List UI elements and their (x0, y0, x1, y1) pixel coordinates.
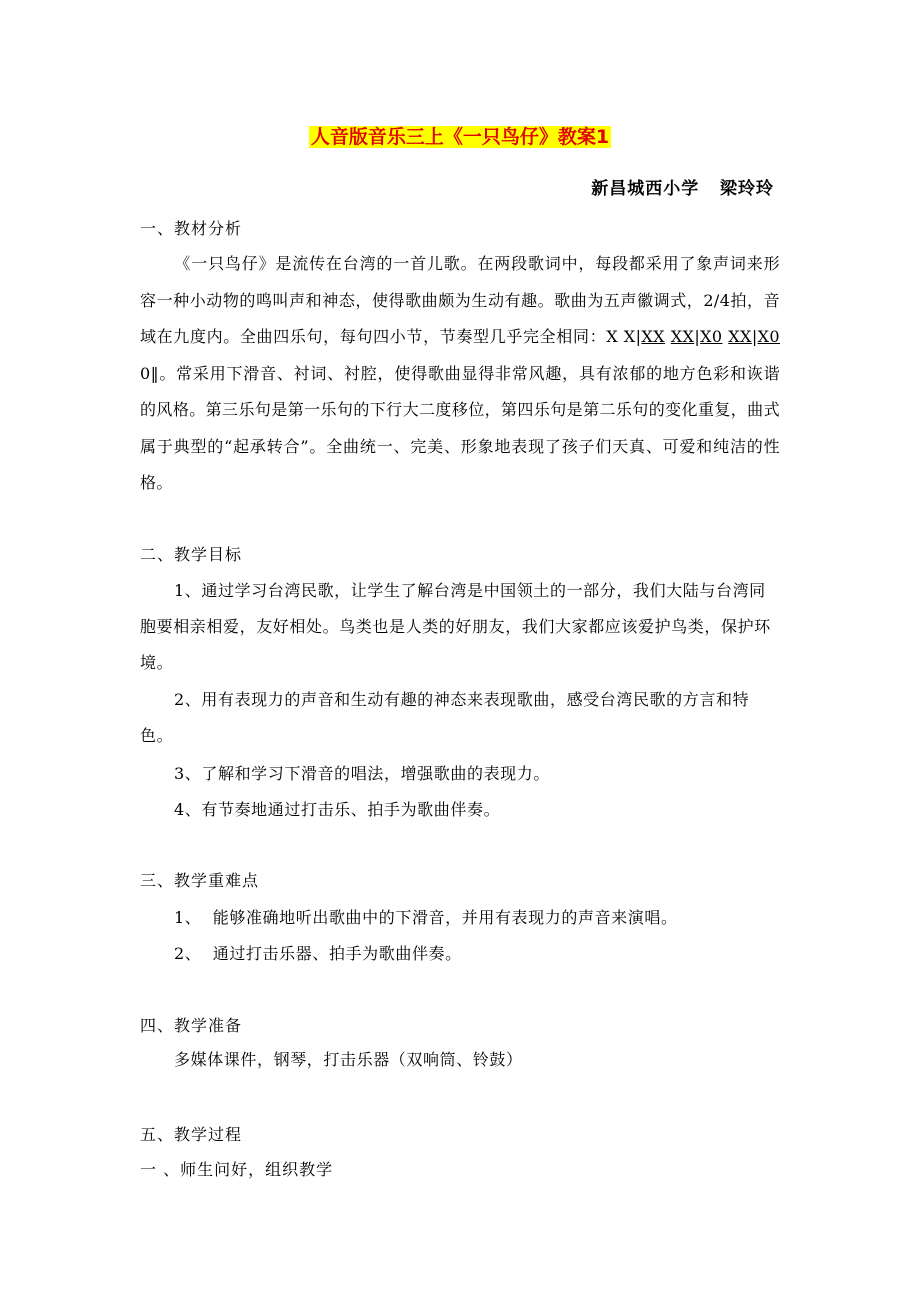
rhythm-c2: XX (728, 327, 752, 346)
rhythm-b1: XX (641, 327, 665, 346)
goal-text-2: 2、用有表现力的声音和生动有趣的神态来表现歌曲，感受台湾民歌的方言和特色。 (140, 690, 750, 745)
rhythm-bar: | (751, 327, 758, 346)
author-line: 新昌城西小学 梁玲玲 (591, 179, 774, 199)
key-point-2: 2、 通过打击乐器、拍手为歌曲伴奏。 (174, 944, 462, 963)
key-point-1: 1、 能够准确地听出歌曲中的下滑音，并用有表现力的声音来演唱。 (174, 908, 678, 927)
section-1-paragraph (140, 246, 780, 502)
goal-item-4: 4、有节奏地通过打击乐、拍手为歌曲伴奏。 (174, 800, 501, 819)
title-text: 人音版音乐三上《一只鸟仔》教案1 (310, 126, 610, 148)
goal-item-3: 3、了解和学习下滑音的唱法，增强歌曲的表现力。 (174, 764, 550, 783)
section-heading-4: 四、教学准备 (140, 1016, 243, 1035)
section-heading-3: 三、教学重难点 (140, 871, 260, 890)
goal-text-1: 1、通过学习台湾民歌，让学生了解台湾是中国领土的一部分，我们大陆与台湾同胞要相亲相爱，友好相处。鸟类也是人类的好朋友，我们大家都应该爱护鸟类，保护环境。 (140, 581, 771, 672)
rhythm-a: X X (606, 327, 636, 346)
rhythm-bar: | (694, 327, 701, 346)
rhythm-d1: X0 (757, 327, 780, 346)
document-title (0, 122, 920, 149)
section-heading-1: 一、教材分析 (140, 219, 243, 238)
goal-item-2 (140, 682, 780, 754)
rhythm-d2: 0‖ (140, 363, 159, 383)
rhythm-b2: XX (670, 327, 695, 346)
rhythm-c1: X0 (700, 327, 723, 346)
preparation-text: 多媒体课件，钢琴，打击乐器（双响筒、铃鼓） (174, 1050, 523, 1069)
section-heading-5: 五、教学过程 (140, 1125, 243, 1144)
process-step-1: 一 、师生问好，组织教学 (140, 1160, 334, 1179)
section-heading-2: 二、教学目标 (140, 545, 243, 564)
para-part-2: 。常采用下滑音、衬词、衬腔，使得歌曲显得非常风趣，具有浓郁的地方色彩和诙谐的风格。第三乐句是第一乐句的下行大二度移位，第四乐句是第二乐句的变化重复，曲式属于典型的“起承转合”。全曲统一、完美、形象地表现了孩子们天真、可爱和纯洁的性格。 (140, 363, 780, 492)
para-part-1: 《一只鸟仔》是流传在台湾的一首儿歌。在两段歌词中，每段都采用了象声词来形容一种小动物的鸣叫声和神态，使得歌曲颇为生动有趣。歌曲为五声徽调式，2/4拍，音域在九度内。全曲四乐句，每句四小节，节奏型几乎完全相同： (140, 254, 780, 346)
rhythm-bar: | (635, 327, 642, 346)
goal-item-1 (140, 573, 780, 681)
